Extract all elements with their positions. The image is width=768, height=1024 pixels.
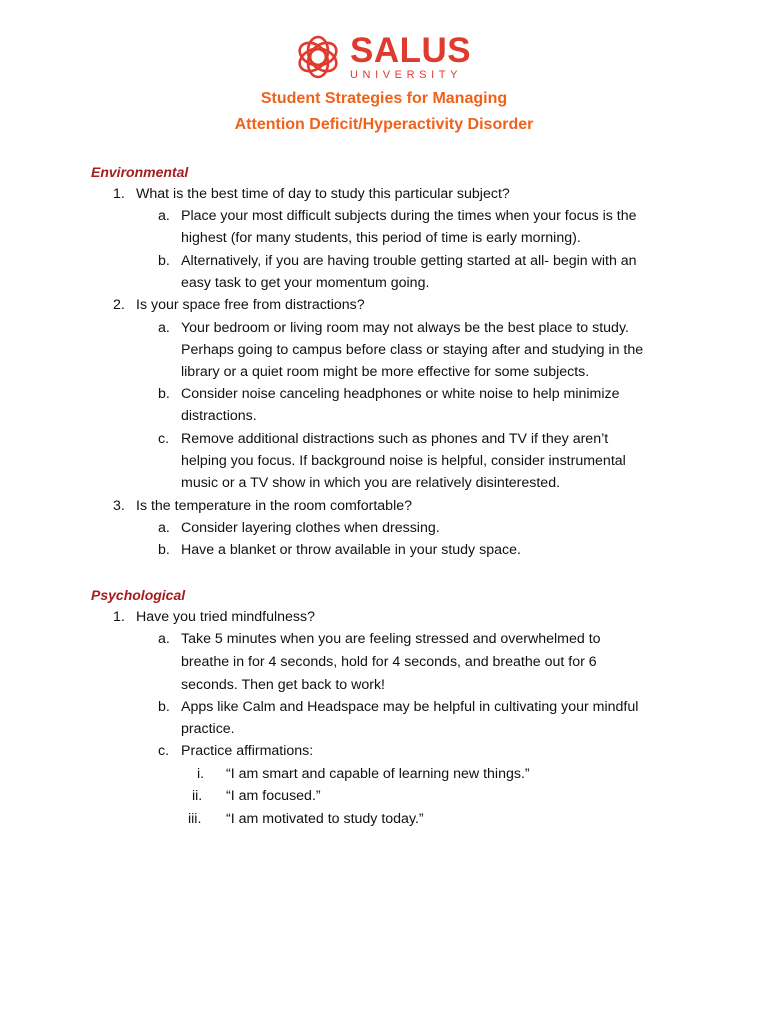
list-subitem-line: highest (for many students, this period of time is early morning).	[181, 230, 581, 246]
list-subitem-line: Your bedroom or living room may not always be the best place to study.	[181, 320, 629, 336]
list-marker: b.	[158, 386, 170, 402]
list-marker: a.	[158, 520, 170, 536]
list-number: 2.	[113, 297, 125, 313]
list-marker: i.	[197, 766, 205, 782]
list-subitem-line: Place your most difficult subjects during the times when your focus is the	[181, 208, 637, 224]
list-subitem-line: Have a blanket or throw available in your study space.	[181, 542, 521, 558]
section-heading-psychological: Psychological	[91, 587, 186, 603]
list-subitem-line: Practice affirmations:	[181, 743, 314, 759]
list-subitem-line: library or a quiet room might be more effective for some subjects.	[181, 364, 590, 380]
list-marker: b.	[158, 542, 170, 558]
affirmation-item: “I am smart and capable of learning new things.”	[226, 766, 530, 782]
list-marker: ii.	[192, 788, 203, 804]
salus-logo	[292, 31, 471, 83]
list-item: Have you tried mindfulness?	[136, 609, 316, 625]
section-heading-environmental: Environmental	[91, 164, 189, 180]
list-marker: b.	[158, 253, 170, 269]
list-subitem-line: easy task to get your momentum going.	[181, 275, 430, 291]
list-marker: a.	[158, 208, 170, 224]
list-subitem-line: Remove additional distractions such as phones and TV if they aren’t	[181, 431, 609, 447]
list-number: 3.	[113, 498, 125, 514]
affirmation-item: “I am motivated to study today.”	[226, 811, 424, 827]
document-title-line-1: Student Strategies for Managing	[260, 90, 508, 107]
document-title-line-2: Attention Deficit/Hyperactivity Disorder	[234, 116, 534, 133]
list-marker: a.	[158, 631, 170, 647]
list-item: Is the temperature in the room comfortable?	[136, 498, 413, 514]
list-marker: b.	[158, 699, 170, 715]
logo-subtitle: UNIVERSITY	[350, 68, 463, 81]
list-subitem-line: Take 5 minutes when you are feeling stressed and overwhelmed to	[181, 631, 601, 647]
list-marker: c.	[158, 431, 170, 447]
list-marker: a.	[158, 320, 170, 336]
list-subitem-line: music or a TV show in which you are relatively disinterested.	[181, 475, 561, 491]
list-subitem-line: Consider layering clothes when dressing.	[181, 520, 440, 536]
list-subitem-line: practice.	[181, 721, 235, 737]
list-number: 1.	[113, 186, 125, 202]
list-number: 1.	[113, 609, 125, 625]
salus-spiral-icon	[292, 31, 344, 83]
list-marker: c.	[158, 743, 170, 759]
list-subitem-line: Apps like Calm and Headspace may be helpful in cultivating your mindful	[181, 699, 639, 715]
list-subitem-line: distractions.	[181, 408, 257, 424]
affirmation-item: “I am focused.”	[226, 788, 321, 804]
list-marker: iii.	[188, 811, 202, 827]
list-subitem-line: Perhaps going to campus before class or staying after and studying in the	[181, 342, 644, 358]
list-subitem-line: breathe in for 4 seconds, hold for 4 seconds, and breathe out for 6	[181, 654, 597, 670]
list-subitem-line: Consider noise canceling headphones or white noise to help minimize	[181, 386, 620, 402]
list-subitem-line: Alternatively, if you are having trouble getting started at all- begin with an	[181, 253, 637, 269]
logo-wordmark: SALUS	[350, 30, 472, 70]
list-subitem-line: seconds. Then get back to work!	[181, 677, 385, 693]
list-item: What is the best time of day to study this particular subject?	[136, 186, 510, 202]
list-item: Is your space free from distractions?	[136, 297, 365, 313]
list-subitem-line: helping you focus. If background noise is helpful, consider instrumental	[181, 453, 626, 469]
